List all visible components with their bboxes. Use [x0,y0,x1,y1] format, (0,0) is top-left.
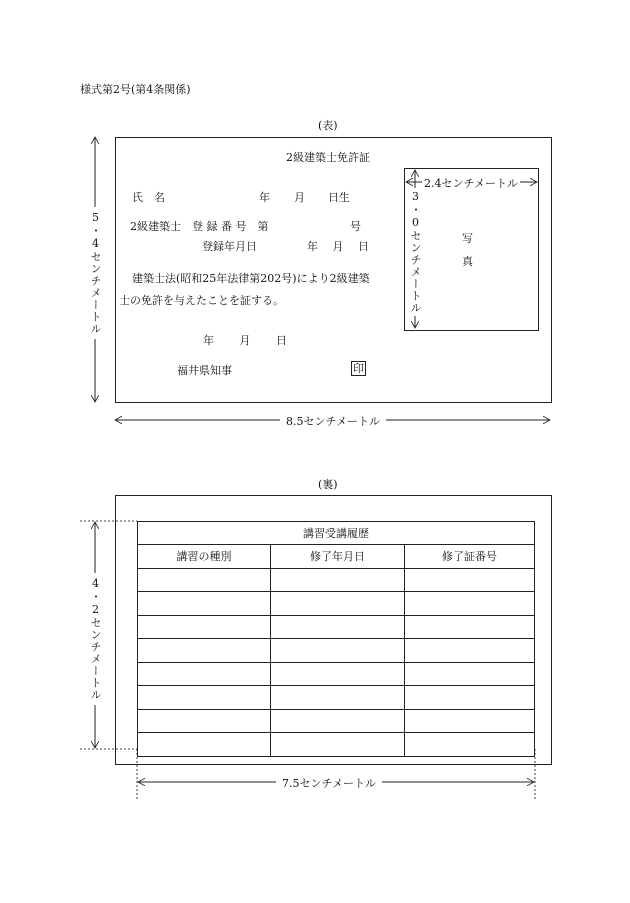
table-row [138,592,535,616]
photo-box [404,168,539,331]
card-height-label: 5・4センチメートル [88,207,102,339]
birth-day-label: 日生 [328,191,350,204]
photo-height-label: 3・0センチメートル [409,190,422,314]
certification-line-2: 士の免許を与えたことを証する。 [119,294,284,307]
table-row [138,615,535,639]
registration-date-label: 登録年月日 [202,240,257,253]
training-history-table [137,521,535,757]
photo-width-label: 2.4センチメートル [424,177,519,190]
column-header-training-type: 講習の種別 [138,545,271,569]
table-row [138,709,535,733]
card-title: 2級建築士免許証 [286,151,370,164]
table-title: 講習受講履歴 [138,522,535,545]
back-width-label: 7.5センチメートル [276,775,382,791]
form-title: 様式第2号(第4条関係) [80,83,191,96]
name-label: 氏 名 [132,191,165,204]
column-header-completion-date: 修了年月日 [271,545,405,569]
photo-label-2: 真 [462,255,473,268]
table-row [138,639,535,663]
registration-date-ymd: 年 月 日 [307,240,369,253]
card-width-label: 8.5センチメートル [280,413,386,429]
table-row [138,568,535,592]
table-row [138,733,535,757]
issuer: 福井県知事 [177,364,232,377]
photo-label-1: 写 [462,232,473,245]
birth-month-label: 月 [294,191,305,204]
back-height-label: 4・2センチメートル [88,573,102,705]
table-row [138,662,535,686]
front-side-label: (表) [318,119,338,132]
certification-line-1: 建築士法(昭和25年法律第202号)により2級建築 [132,272,370,285]
registration-number-label: 2級建築士 登 録 番 号 第 [130,220,269,233]
seal-mark: 印 [353,362,364,375]
back-side-label: (裏) [318,478,338,491]
column-header-certificate-number: 修了証番号 [405,545,535,569]
registration-number-suffix: 号 [350,220,361,233]
birth-year-label: 年 [259,191,270,204]
table-row [138,686,535,710]
issue-date: 年 月 日 [203,334,287,347]
